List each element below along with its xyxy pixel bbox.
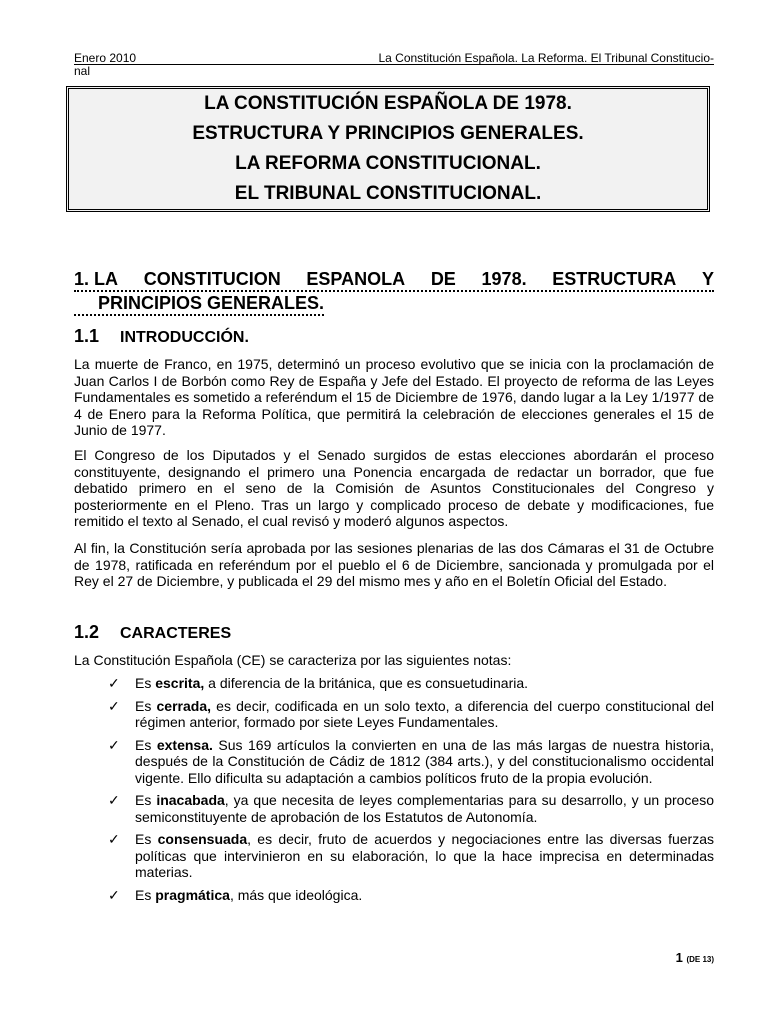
checkmark-icon: ✓ <box>108 886 120 903</box>
header-date: Enero 2010 <box>74 51 137 65</box>
page-total: (DE 13) <box>686 955 714 964</box>
paragraph: La Constitución Española (CE) se caracteriza por las siguientes notas: <box>74 652 512 668</box>
title-box <box>66 86 710 212</box>
list-item: ✓ Es inacabada, ya que necesita de leyes complementarias para su desarrollo, y un proceso semiconstituyente de aprobación de los Estatutos de Autonomía. <box>108 792 714 825</box>
section-heading-line-1 <box>74 268 714 292</box>
page-current: 1 <box>675 950 683 965</box>
page-number <box>676 950 714 965</box>
header-title-continuation: nal <box>74 64 91 78</box>
checkmark-icon: ✓ <box>108 792 120 808</box>
header-title: La Constitución Española. La Reforma. El Tribunal Constitucio- <box>378 51 714 65</box>
heading-word: 1. LA <box>74 269 119 289</box>
paragraph: El Congreso de los Diputados y el Senado surgidos de estas elecciones abordarán el proceso constituyente, designando el primero una Ponencia encargada de redactar un borrador, que fue debatido primero en el seno de la Comisión de Asuntos Constitucionales del Congreso y posteriormente en el Pleno. Tras un largo y complicado proceso de debate y modificaciones, fue remitido el texto al Senado, el cual revisó y moderó algunos aspectos. <box>74 447 714 529</box>
heading-word: ESTRUCTURA <box>552 269 677 289</box>
subsection-heading-intro <box>74 326 249 347</box>
heading-word: DE <box>430 269 456 289</box>
section-heading-line-2: PRINCIPIOS GENERALES. <box>74 292 324 316</box>
list-item: ✓ Es cerrada, es decir, codificada en un solo texto, a diferencia del cuerpo constitucional del régimen anterior, formado por siete Leyes Fundamentales. <box>108 697 714 730</box>
subsection-number: 1.2 <box>74 622 100 642</box>
header-rule <box>74 64 714 65</box>
subsection-title: CARACTERES <box>120 625 232 642</box>
checkmark-icon: ✓ <box>108 697 120 714</box>
subsection-heading-caracteres <box>74 622 231 643</box>
section-heading-1 <box>74 268 714 316</box>
list-item: ✓ Es extensa. Sus 169 artículos la convierten en una de las más largas de nuestra historia, después de la Constitución de Cádiz de 1812 (384 arts.), y del constitucionalismo occidental vigente. Ello dificulta su adaptación a cambios políticos fruto de la propia evolución. <box>108 736 714 786</box>
list-item: ✓ Es pragmática, más que ideológica. <box>108 886 363 903</box>
title-line-1: LA CONSTITUCIÓN ESPAÑOLA DE 1978. <box>204 93 572 114</box>
heading-word: 1978. <box>481 269 527 289</box>
title-line-4: EL TRIBUNAL CONSTITUCIONAL. <box>234 183 542 204</box>
paragraph: Al fin, la Constitución sería aprobada por las sesiones plenarias de las dos Cámaras el 31 de Octubre de 1978, ratificada en referéndum por el pueblo el 6 de Diciembre, sancionada y promulgada por el Rey el 27 de Diciembre, y publicada el 29 del mismo mes y año en el Boletín Oficial del Estado. <box>74 540 714 589</box>
title-line-2: ESTRUCTURA Y PRINCIPIOS GENERALES. <box>192 123 584 144</box>
characteristics-list <box>108 675 714 909</box>
heading-word: Y <box>701 269 714 289</box>
heading-word: ESPANOLA <box>306 269 406 289</box>
paragraph: La muerte de Franco, en 1975, determinó un proceso evolutivo que se inicia con la proclamación de Juan Carlos I de Borbón como Rey de España y Jefe del Estado. El proyecto de reforma de las Leyes Fundamentales es sometido a referéndum el 15 de Diciembre de 1976, dando lugar a la Ley 1/1977 de 4 de Enero para la Reforma Política, que permitirá la celebración de elecciones generales el 15 de Junio de 1977. <box>74 356 714 438</box>
checkmark-icon: ✓ <box>108 736 120 753</box>
checkmark-icon: ✓ <box>108 675 120 691</box>
title-line-3: LA REFORMA CONSTITUCIONAL. <box>235 153 541 174</box>
list-item: ✓ Es consensuada, es decir, fruto de acuerdos y negociaciones entre las diversas fuerzas políticas que intervinieron en su elaboración, lo que la hace imprecisa en determinadas materias. <box>108 831 714 880</box>
heading-word: CONSTITUCION <box>143 269 281 289</box>
subsection-title: INTRODUCCIÓN. <box>120 329 249 346</box>
subsection-number: 1.1 <box>74 326 100 346</box>
list-item: ✓ Es escrita, a diferencia de la británica, que es consuetudinaria. <box>108 675 529 691</box>
checkmark-icon: ✓ <box>108 831 120 847</box>
